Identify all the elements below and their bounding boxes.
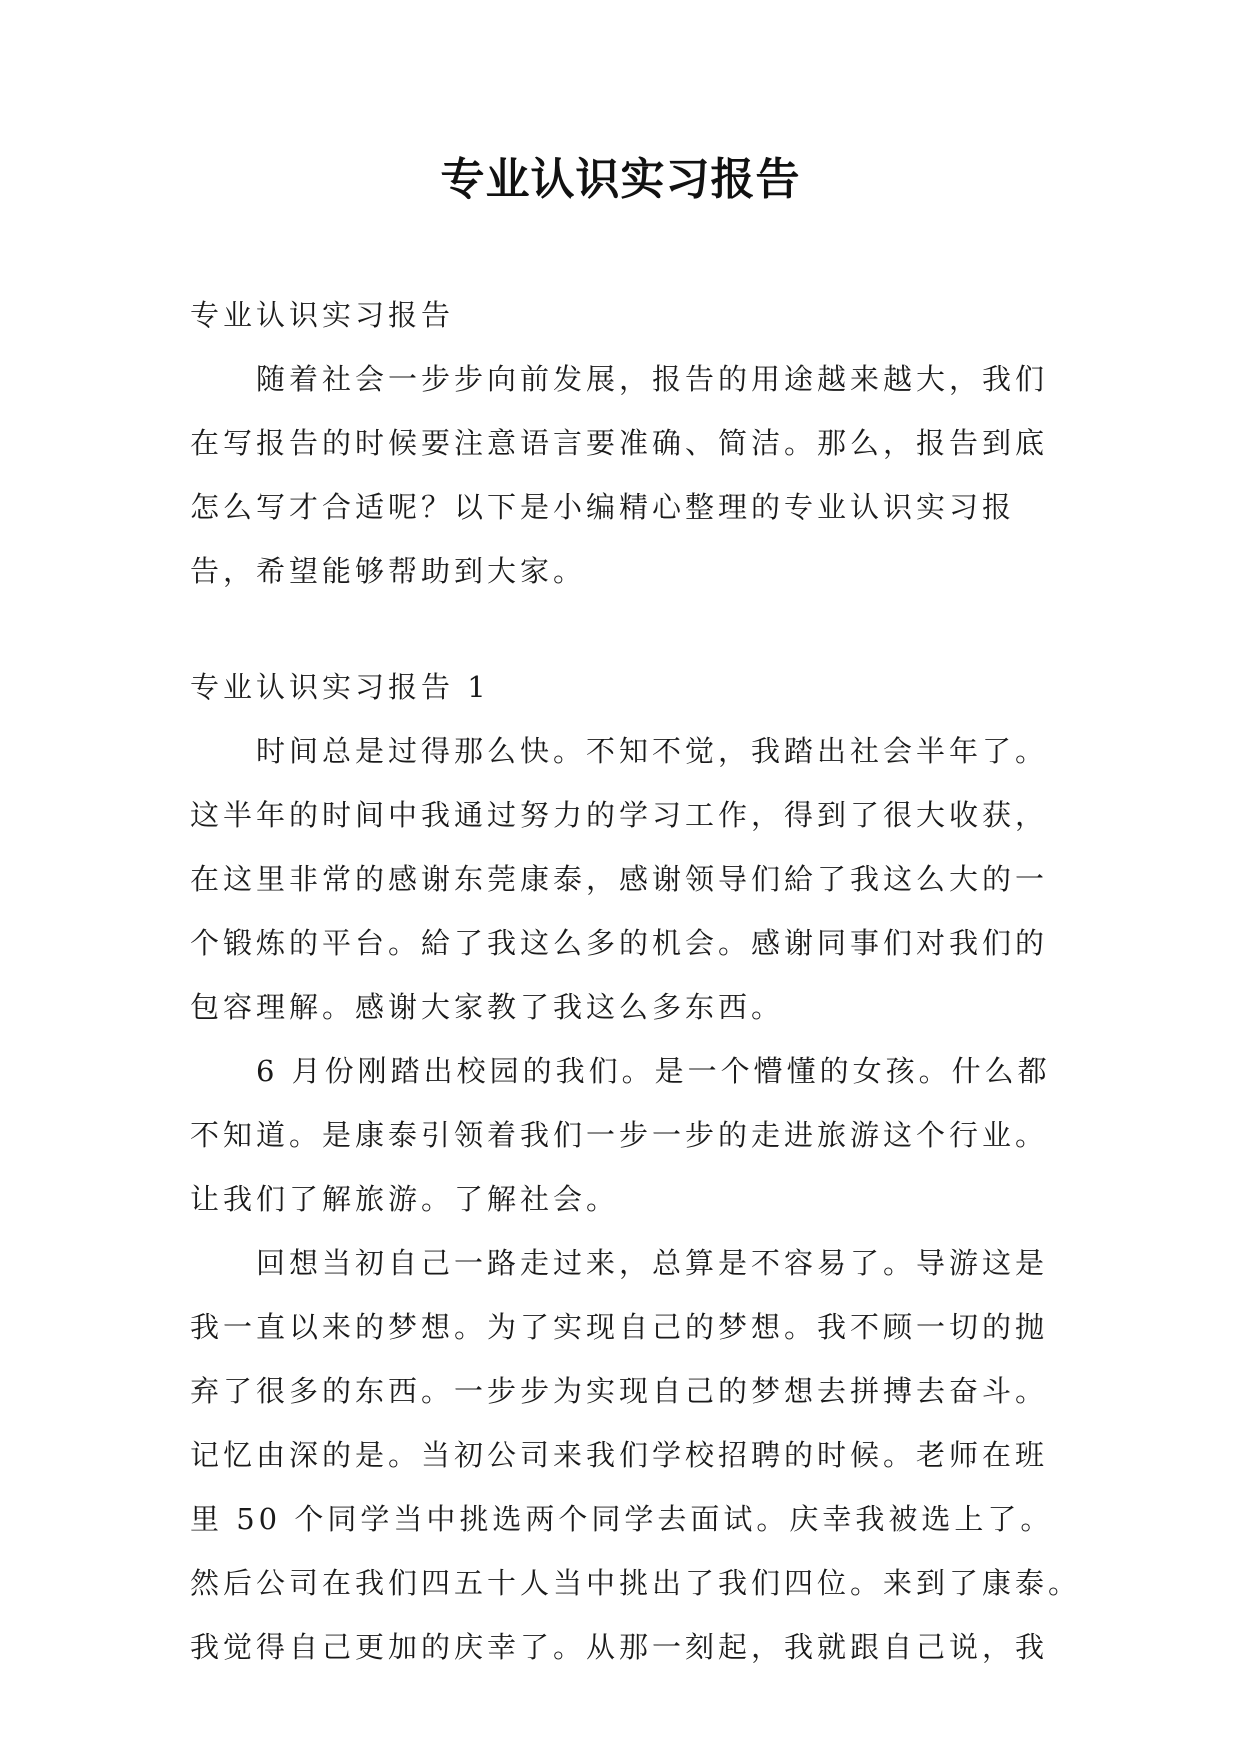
paragraph-line: 6 月份刚踏出校园的我们。是一个懵懂的女孩。什么都 [256,1054,1051,1088]
document-title: 专业认识实习报告 [440,154,801,205]
paragraph-2 [190,1039,1050,1231]
document-body [190,283,1082,1679]
paragraph-line: 里 50 个同学当中挑选两个同学去面试。庆幸我被选上了。 [190,1502,1054,1536]
paragraph-line: 我一直以来的梦想。为了实现自己的梦想。我不顾一切的抛 [190,1310,1049,1344]
paragraph-line: 在写报告的时候要注意语言要准确、简洁。那么，报告到底 [190,426,1049,460]
paragraph-line: 在这里非常的感谢东莞康泰，感谢领导们給了我这么大的一 [190,862,1049,896]
intro-heading: 专业认识实习报告 [190,298,455,332]
paragraph-1 [190,719,1050,1039]
paragraph-line: 不知道。是康泰引领着我们一步一步的走进旅游这个行业。 [190,1118,1049,1152]
paragraph-line: 让我们了解旅游。了解社会。 [190,1182,620,1216]
paragraph-line: 随着社会一步步向前发展，报告的用途越来越大，我们 [256,362,1049,396]
section-heading: 专业认识实习报告 1 [190,670,490,704]
paragraph-line: 记忆由深的是。当初公司来我们学校招聘的时候。老师在班 [190,1438,1049,1472]
paragraph-line: 然后公司在我们四五十人当中挑出了我们四位。来到了康泰。 [190,1566,1082,1600]
paragraph-line: 怎么写才合适呢？以下是小编精心整理的专业认识实习报 [190,490,1016,524]
paragraph-3 [190,1231,1082,1679]
paragraph-line: 告，希望能够帮助到大家。 [190,554,587,588]
paragraph-line: 个锻炼的平台。給了我这么多的机会。感谢同事们对我们的 [190,926,1049,960]
paragraph-line: 弃了很多的东西。一步步为实现自己的梦想去拼搏去奋斗。 [190,1374,1049,1408]
paragraph-line: 回想当初自己一路走过来，总算是不容易了。导游这是 [256,1246,1049,1280]
paragraph-line: 这半年的时间中我通过努力的学习工作，得到了很大收获， [190,798,1049,832]
section-spacer [190,603,1050,655]
intro-paragraph [190,347,1050,603]
paragraph-line: 我觉得自己更加的庆幸了。从那一刻起，我就跟自己说，我 [190,1630,1049,1664]
paragraph-line: 时间总是过得那么快。不知不觉，我踏出社会半年了。 [256,734,1049,768]
paragraph-line: 包容理解。感谢大家教了我这么多东西。 [190,990,785,1024]
